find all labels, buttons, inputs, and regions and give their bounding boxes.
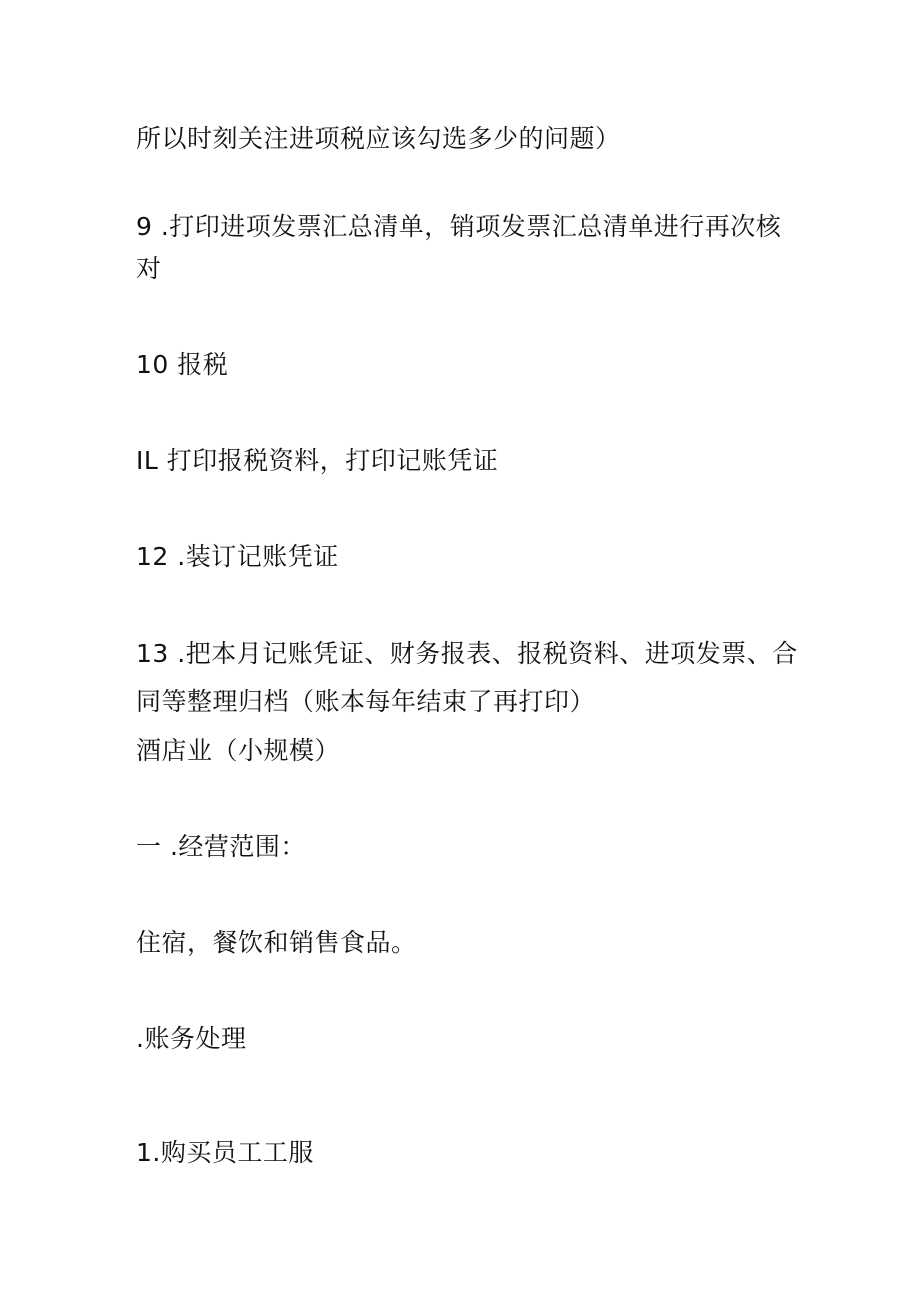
section-heading-hotel-industry: 酒店业（小规模） [136, 736, 341, 765]
text-line-attention-input-tax: 所以时刻关注进项税应该勾选多少的问题） [136, 124, 621, 153]
text-line-business-scope: 一 .经营范围： [136, 832, 306, 861]
text-line-step-11: IL 打印报税资料，打印记账凭证 [136, 446, 499, 475]
text-line-accounting: .账务处理 [136, 1024, 247, 1053]
text-line-step-9: 9 .打印进项发票汇总清单，销项发票汇总清单进行再次核 [136, 212, 782, 241]
text-line-step-12: 12 .装订记账凭证 [136, 542, 339, 571]
text-line-item-1: 1.购买员工工服 [136, 1138, 314, 1167]
text-line-step-9-continued: 对 [136, 254, 162, 283]
text-line-step-13: 13 .把本月记账凭证、财务报表、报税资料、进项发票、合 [136, 639, 798, 668]
text-line-step-13-continued: 同等整理归档（账本每年结束了再打印） [136, 687, 596, 716]
text-line-scope-detail: 住宿，餐饮和销售食品。 [136, 928, 417, 957]
text-line-step-10: 10 报税 [136, 350, 229, 379]
